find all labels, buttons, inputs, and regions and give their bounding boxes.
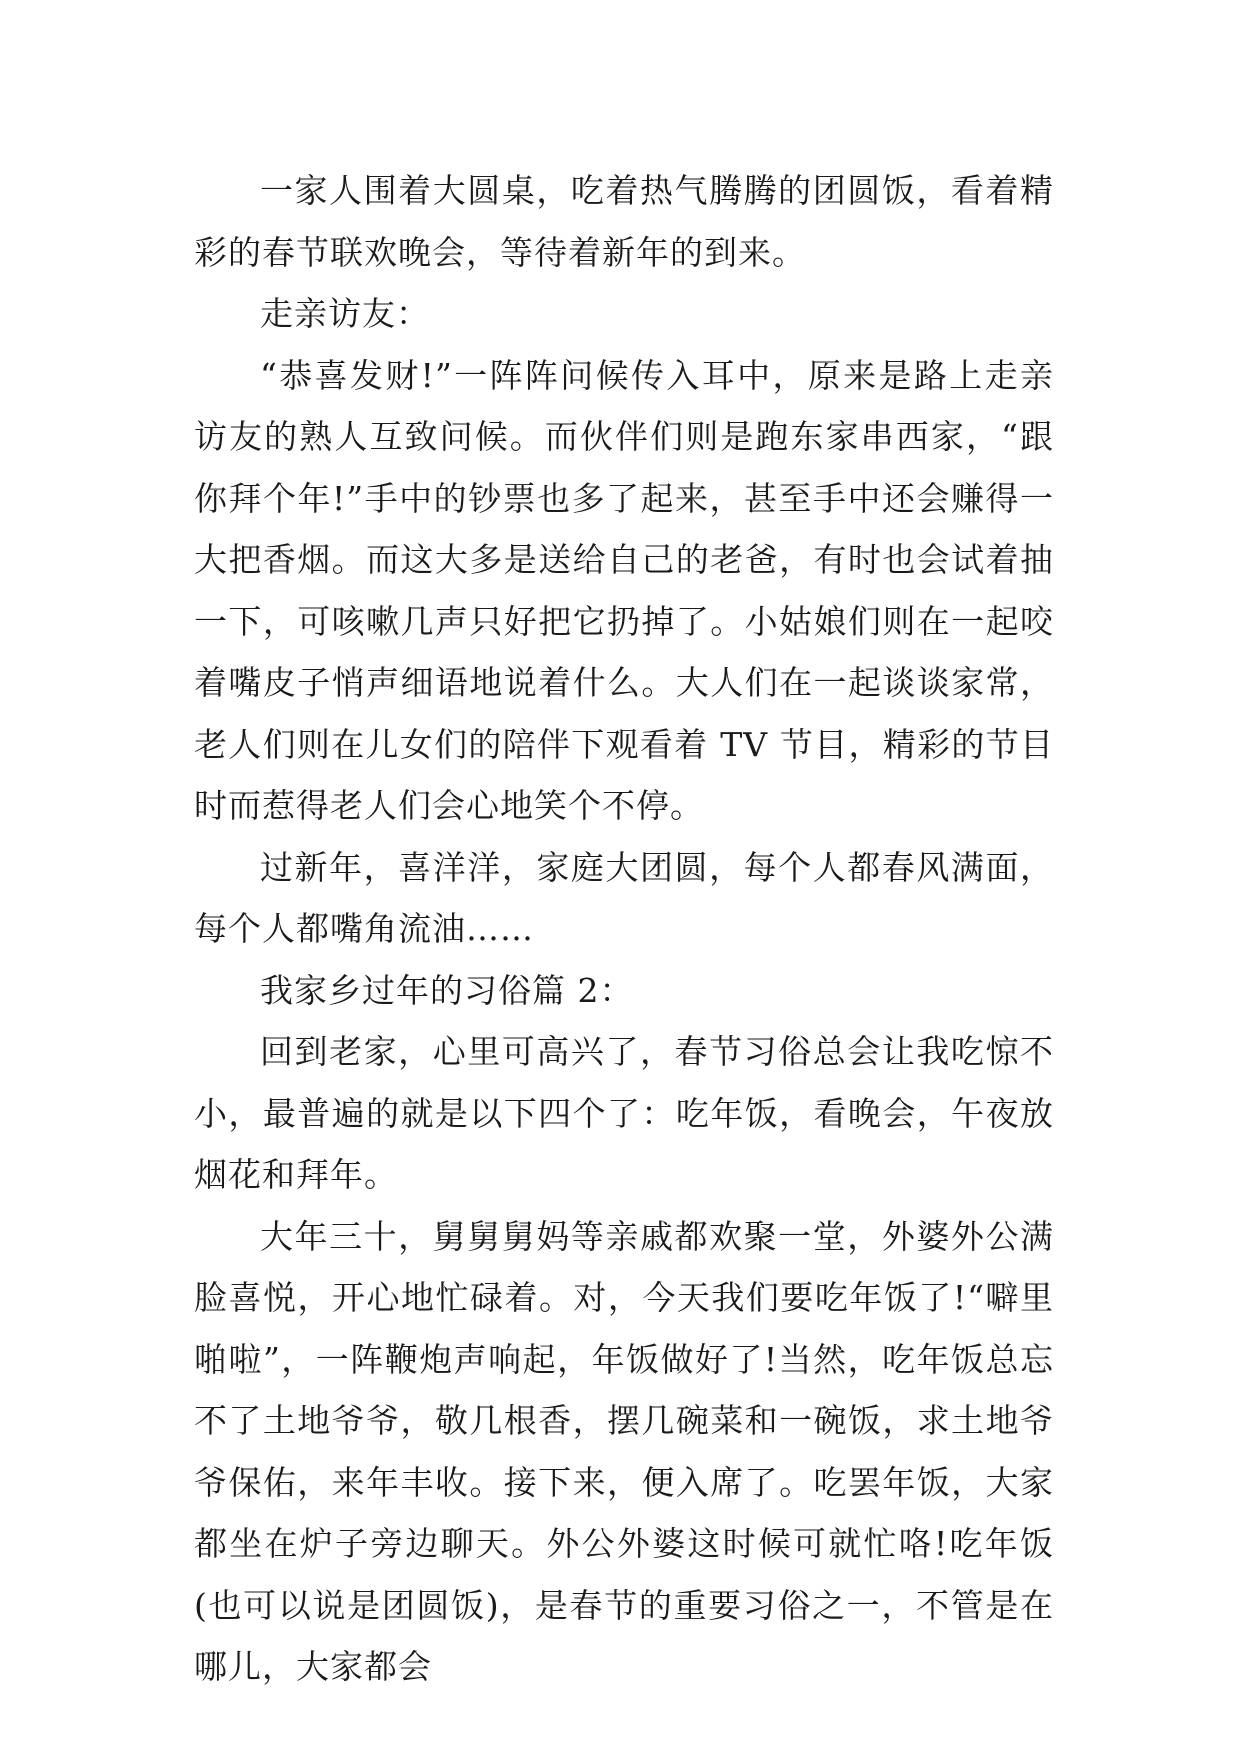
paragraph-new-years-eve: 大年三十，舅舅舅妈等亲戚都欢聚一堂，外婆外公满脸喜悦，开心地忙碌着。对，今天我们要吃年饭了!“噼里啪啦”，一阵鞭炮声响起，年饭做好了!当然，吃年饭总忘不了土地爷爷，敬几根香，摆几碗菜和一碗饭，求土地爷爷保佑，来年丰收。接下来，便入席了。吃罢年饭，大家都坐在炉子旁边聊天。外公外婆这时候可就忙咯!吃年饭(也可以说是团圆饭)，是春节的重要习俗之一，不管是在哪儿，大家都会 xyxy=(194,1216,1054,1686)
paragraph-reunion-dinner: 一家人围着大圆桌，吃着热气腾腾的团圆饭，看着精彩的春节联欢晚会，等待着新年的到来。 xyxy=(194,171,1054,272)
paragraph-visiting-friends: “恭喜发财!”一阵阵问候传入耳中，原来是路上走亲访友的熟人互致问候。而伙伴们则是跑东家串西家，“跟你拜个年!”手中的钞票也多了起来，甚至手中还会赚得一大把香烟。而这大多是送给自己的老爸，有时也会试着抽一下，可咳嗽几声只好把它扔掉了。小姑娘们则在一起咬着嘴皮子悄声细语地说着什么。大人们在一起谈谈家常，老人们则在儿女们的陪伴下观看着 TV 节目，精彩的节目时而惹得老人们会心地笑个不停。 xyxy=(194,355,1054,825)
paragraph-hometown-customs: 回到老家，心里可高兴了，春节习俗总会让我吃惊不小，最普遍的就是以下四个了：吃年饭，看晚会，午夜放烟花和拜年。 xyxy=(194,1032,1054,1194)
document-body xyxy=(194,160,1054,1698)
section-heading-visiting: 走亲访友： xyxy=(260,294,430,333)
section-heading-part-2: 我家乡过年的习俗篇 2： xyxy=(260,970,634,1010)
paragraph-new-year-joy: 过新年，喜洋洋，家庭大团圆，每个人都春风满面，每个人都嘴角流油…… xyxy=(194,847,1054,948)
